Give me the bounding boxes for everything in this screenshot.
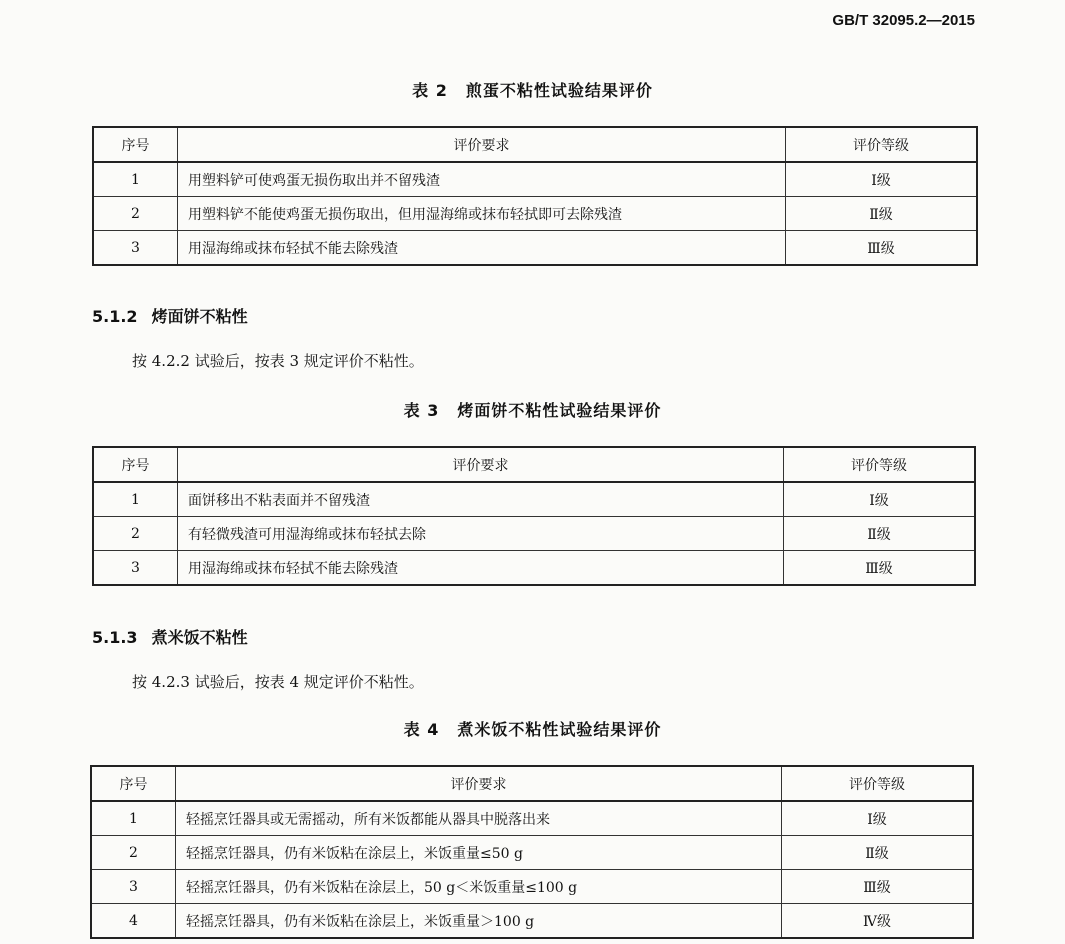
row-grade: Ⅲ级 <box>784 551 976 586</box>
row-requirement: 轻摇烹饪器具，仍有米饭粘在涂层上，50 g＜米饭重量≤100 g <box>176 870 782 904</box>
row-serial: 2 <box>93 197 178 231</box>
row-requirement: 有轻微残渣可用湿海绵或抹布轻拭去除 <box>178 517 784 551</box>
row-serial: 1 <box>91 801 176 836</box>
table3-caption-number: 表 3 <box>403 401 440 420</box>
row-grade: Ⅲ级 <box>786 231 978 266</box>
row-requirement: 用塑料铲可使鸡蛋无损伤取出并不留残渣 <box>178 162 786 197</box>
standard-code: GB/T 32095.2—2015 <box>832 12 975 29</box>
header-grade: 评价等级 <box>786 127 978 162</box>
row-requirement: 轻摇烹饪器具，仍有米饭粘在涂层上，米饭重量＞100 g <box>176 904 782 939</box>
header-grade: 评价等级 <box>784 447 976 482</box>
table4-caption-number: 表 4 <box>403 720 440 739</box>
section-title: 烤面饼不粘性 <box>151 307 248 326</box>
table-row <box>91 801 973 836</box>
row-serial: 2 <box>93 517 178 551</box>
header-requirement: 评价要求 <box>178 447 784 482</box>
table-row <box>91 836 973 870</box>
header-grade: 评价等级 <box>782 766 974 801</box>
header-requirement: 评价要求 <box>176 766 782 801</box>
table-row <box>93 517 975 551</box>
row-grade: Ⅲ级 <box>782 870 974 904</box>
table3-caption-title: 烤面饼不粘性试验结果评价 <box>457 401 662 420</box>
row-serial: 1 <box>93 162 178 197</box>
row-grade: Ⅱ级 <box>786 197 978 231</box>
row-serial: 1 <box>93 482 178 517</box>
table3 <box>92 446 976 586</box>
section-number: 5.1.2 <box>92 307 138 326</box>
row-grade: Ⅰ级 <box>784 482 976 517</box>
table2-caption-title: 煎蛋不粘性试验结果评价 <box>465 81 653 100</box>
row-grade: Ⅱ级 <box>784 517 976 551</box>
row-serial: 2 <box>91 836 176 870</box>
table-row <box>91 904 973 939</box>
table2-caption <box>0 78 1065 101</box>
section-title: 煮米饭不粘性 <box>151 628 248 647</box>
row-grade: Ⅰ级 <box>786 162 978 197</box>
row-serial: 3 <box>93 231 178 266</box>
table4-caption <box>0 717 1065 740</box>
row-requirement: 轻摇烹饪器具，仍有米饭粘在涂层上，米饭重量≤50 g <box>176 836 782 870</box>
row-requirement: 轻摇烹饪器具或无需摇动，所有米饭都能从器具中脱落出来 <box>176 801 782 836</box>
table3-caption <box>0 398 1065 421</box>
row-requirement: 面饼移出不粘表面并不留残渣 <box>178 482 784 517</box>
table-row <box>93 482 975 517</box>
row-serial: 4 <box>91 904 176 939</box>
row-requirement: 用塑料铲不能使鸡蛋无损伤取出，但用湿海绵或抹布轻拭即可去除残渣 <box>178 197 786 231</box>
header-serial: 序号 <box>93 127 178 162</box>
header-serial: 序号 <box>93 447 178 482</box>
table4 <box>90 765 974 939</box>
table-header-row <box>91 766 973 801</box>
section-heading-513 <box>92 625 248 648</box>
section-paragraph-512: 按 4.2.2 试验后，按表 3 规定评价不粘性。 <box>132 352 424 370</box>
header-requirement: 评价要求 <box>178 127 786 162</box>
table-row <box>93 231 977 266</box>
table-row <box>93 551 975 586</box>
section-heading-512 <box>92 304 248 327</box>
row-grade: Ⅱ级 <box>782 836 974 870</box>
row-grade: Ⅳ级 <box>782 904 974 939</box>
table2 <box>92 126 978 266</box>
row-grade: Ⅰ级 <box>782 801 974 836</box>
header-serial: 序号 <box>91 766 176 801</box>
table4-caption-title: 煮米饭不粘性试验结果评价 <box>457 720 662 739</box>
table-header-row <box>93 447 975 482</box>
table-row <box>91 870 973 904</box>
table2-caption-number: 表 2 <box>412 81 448 100</box>
row-serial: 3 <box>93 551 178 586</box>
row-requirement: 用湿海绵或抹布轻拭不能去除残渣 <box>178 551 784 586</box>
section-paragraph-513: 按 4.2.3 试验后，按表 4 规定评价不粘性。 <box>132 673 424 691</box>
section-number: 5.1.3 <box>92 628 138 647</box>
row-serial: 3 <box>91 870 176 904</box>
table-header-row <box>93 127 977 162</box>
table-row <box>93 162 977 197</box>
row-requirement: 用湿海绵或抹布轻拭不能去除残渣 <box>178 231 786 266</box>
table-row <box>93 197 977 231</box>
